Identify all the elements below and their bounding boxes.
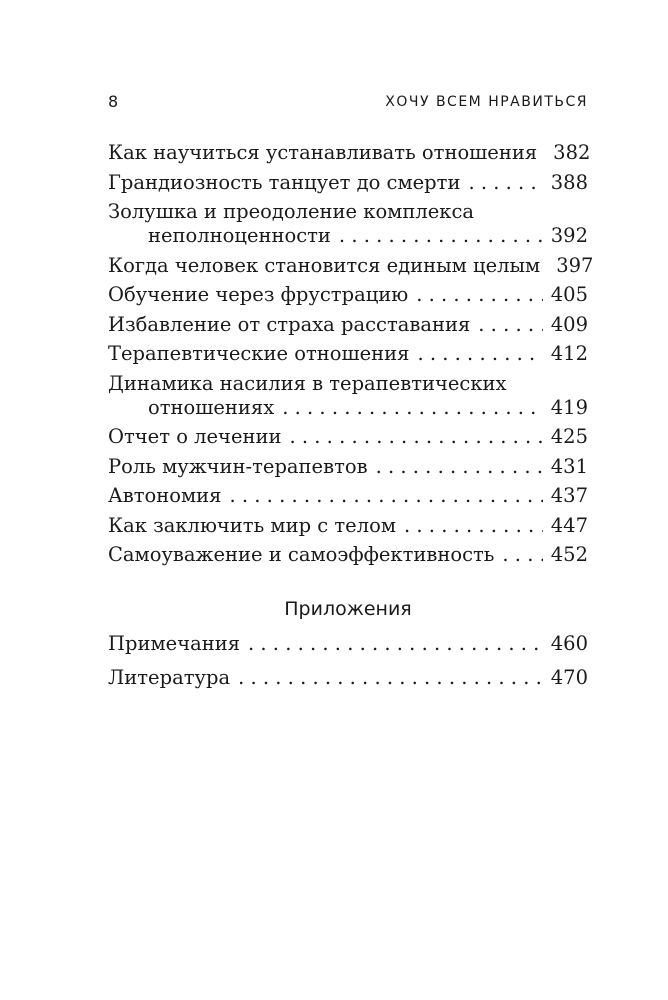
toc-entry-page: 470	[550, 666, 588, 689]
toc-entry	[108, 425, 588, 449]
toc-entry-page: 452	[550, 543, 588, 566]
toc-entry-page: 392	[550, 224, 588, 247]
toc-entry-title: Отчет о лечении	[108, 425, 282, 448]
toc-entry-page: 419	[550, 395, 588, 419]
toc-entry-page: 382	[553, 141, 591, 164]
toc-entry-title: Обучение через фрустрацию	[108, 283, 409, 306]
dot-leader	[416, 283, 543, 307]
toc-entry	[108, 141, 591, 165]
toc-entry	[108, 283, 588, 307]
dot-leader	[417, 342, 542, 366]
toc-entry	[108, 200, 588, 248]
toc-entry-page: 397	[556, 253, 594, 277]
toc-entry-title: Когда человек становится единым целым	[108, 253, 541, 277]
toc-entry-title: Примечания	[108, 632, 241, 655]
toc-entry	[108, 455, 588, 479]
toc-entry-page: 412	[550, 342, 588, 365]
toc-entry-page: 388	[550, 170, 588, 194]
toc-entry-page: 447	[550, 513, 588, 537]
toc-entry	[108, 514, 588, 538]
dot-leader	[468, 171, 542, 195]
dot-leader	[289, 425, 542, 449]
toc-entry-title: Как заключить мир с телом	[108, 513, 396, 537]
toc-entry	[108, 342, 588, 366]
toc-entry	[108, 666, 588, 690]
dot-leader	[248, 632, 543, 656]
toc-entry	[108, 372, 588, 420]
toc-entry	[108, 171, 588, 195]
appendix-heading: Приложения	[284, 598, 412, 620]
toc-entry-title: Как научиться устанавливать отношения	[108, 141, 538, 164]
appendix-contents	[108, 632, 588, 700]
toc-entry-page: 405	[550, 283, 588, 306]
toc-entry-title: Терапевтические отношения	[108, 342, 410, 365]
toc-entry-page: 409	[550, 312, 588, 336]
toc-entry-title: Золушка и преодоление комплекса	[108, 200, 475, 223]
running-head	[108, 92, 588, 114]
table-of-contents	[108, 141, 594, 573]
toc-entry-page: 437	[550, 484, 588, 507]
toc-entry-title-continued: неполноценности	[148, 224, 331, 247]
toc-entry-title-continued: отношениях	[148, 395, 275, 419]
toc-entry-page: 431	[550, 454, 588, 478]
dot-leader	[339, 224, 543, 248]
dot-leader	[238, 666, 543, 690]
toc-entry-title: Роль мужчин-терапевтов	[108, 454, 368, 478]
toc-entry	[108, 632, 588, 656]
toc-entry	[108, 484, 588, 508]
dot-leader	[229, 484, 542, 508]
dot-leader	[282, 396, 543, 420]
toc-entry	[108, 543, 588, 567]
dot-leader	[376, 455, 543, 479]
toc-entry-title: Литература	[108, 666, 231, 689]
dot-leader	[404, 514, 543, 538]
toc-entry-title: Автономия	[108, 484, 222, 507]
dot-leader	[502, 543, 542, 567]
dot-leader	[478, 313, 542, 337]
toc-entry	[108, 313, 588, 337]
toc-entry-page: 460	[550, 632, 588, 655]
toc-entry-title: Грандиозность танцует до смерти	[108, 170, 461, 194]
page-number: 8	[108, 92, 119, 111]
book-title: ХОЧУ ВСЕМ НРАВИТЬСЯ	[385, 94, 588, 110]
toc-entry	[108, 253, 594, 278]
toc-entry-page: 425	[550, 425, 588, 448]
toc-entry-title: Самоуважение и самоэффективность	[108, 543, 495, 566]
toc-entry-title: Динамика насилия в терапевтических	[108, 371, 507, 395]
toc-entry-title: Избавление от страха расставания	[108, 312, 471, 336]
